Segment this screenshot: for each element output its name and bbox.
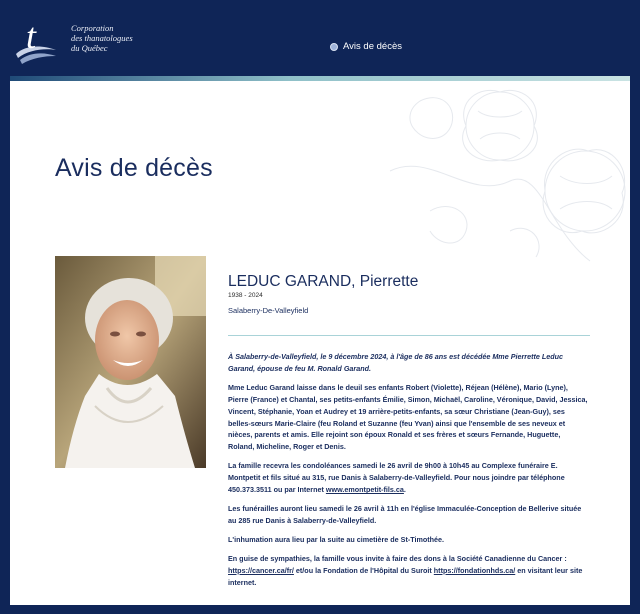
divider (228, 335, 590, 336)
life-dates: 1938 - 2024 (228, 292, 263, 299)
funeral-home-link[interactable]: www.emontpetit-fils.ca (325, 485, 404, 495)
funeral-paragraph: Les funérailles auront lieu samedi le 26 avril à 11h en l'église Immaculée-Conception de Bellerive située au 285 rue Danis à Salaberry-de-Valleyfield. (228, 503, 582, 525)
obituary-text (228, 351, 588, 595)
nav-avis-label: Avis de décès (343, 41, 402, 52)
condolences-paragraph (228, 460, 588, 496)
donations-text-3: en visitant leur site internet. (228, 565, 583, 587)
city: Salaberry-De-Valleyfield (228, 306, 309, 315)
condolences-end: . (403, 485, 406, 495)
condolences-text: La famille recevra les condoléances samedi le 26 avril de 9h00 à 10h45 au Complexe funéraire E. Montpetit et fils situé au 315, rue Danis à Salaberry-de-Valleyfield. Pour nous joindre par téléphone 450.373.3511 ou par Internet (228, 461, 565, 495)
organization-name[interactable] (71, 23, 161, 53)
bullet-icon (330, 43, 338, 51)
content-panel (10, 81, 630, 605)
nav-avis-de-deces[interactable] (330, 41, 402, 52)
donations-text-1: En guise de sympathies, la famille vous invite à faire des dons à la Société Canadienne du Cancer : (228, 553, 567, 563)
burial-paragraph: L'inhumation aura lieu par la suite au cimetière de St-Timothée. (228, 534, 445, 544)
logo-letter: t (26, 16, 37, 56)
donations-paragraph (228, 553, 588, 589)
footer-strip (0, 605, 640, 614)
org-line-3: du Québec (71, 43, 108, 53)
portrait-photo (55, 256, 206, 468)
hospital-foundation-link[interactable]: https://fondationhds.ca/ (433, 565, 516, 575)
page-title: Avis de décès (55, 153, 213, 182)
floral-decoration (360, 81, 630, 271)
org-line-2: des thanatologues (71, 33, 133, 43)
intro-paragraph: À Salaberry-de-Valleyfield, le 9 décembre 2024, à l'âge de 86 ans est décédée Mme Pierrette Leduc Garand, épouse de feu M. Ronald Garand. (228, 352, 564, 373)
deceased-name: LEDUC GARAND, Pierrette (228, 273, 419, 290)
logo-icon[interactable] (10, 10, 60, 66)
donations-text-2: et/ou la Fondation de l'Hôpital du Suroit (293, 565, 434, 575)
site-header (0, 0, 640, 80)
cancer-society-link[interactable]: https://cancer.ca/fr/ (228, 565, 294, 575)
family-paragraph: Mme Leduc Garand laisse dans le deuil ses enfants Robert (Violette), Réjean (Hélène), Mario (Lyne), Pierre (France) et Chantal, ses petits-enfants Émilie, Simon, Michaël, Caroline, Véronique, David, Jessica, Vincent, Stéphanie, Yoan et Audrey et 19 arrière-petits-enfants, sa sœur Christiane (Jean-Guy), ses belles-sœurs Marie-Claire (feu Roland et Suzanne (feu Yvan) ainsi que l'ensemble de ses neveux et nièces, parents et amis. Elle rejoint son époux Ronald et ses frères et sœurs Fernande, Huguette, Roland, Micheline, Roger et Denis. (228, 382, 588, 452)
org-line-1: Corporation (71, 23, 114, 33)
